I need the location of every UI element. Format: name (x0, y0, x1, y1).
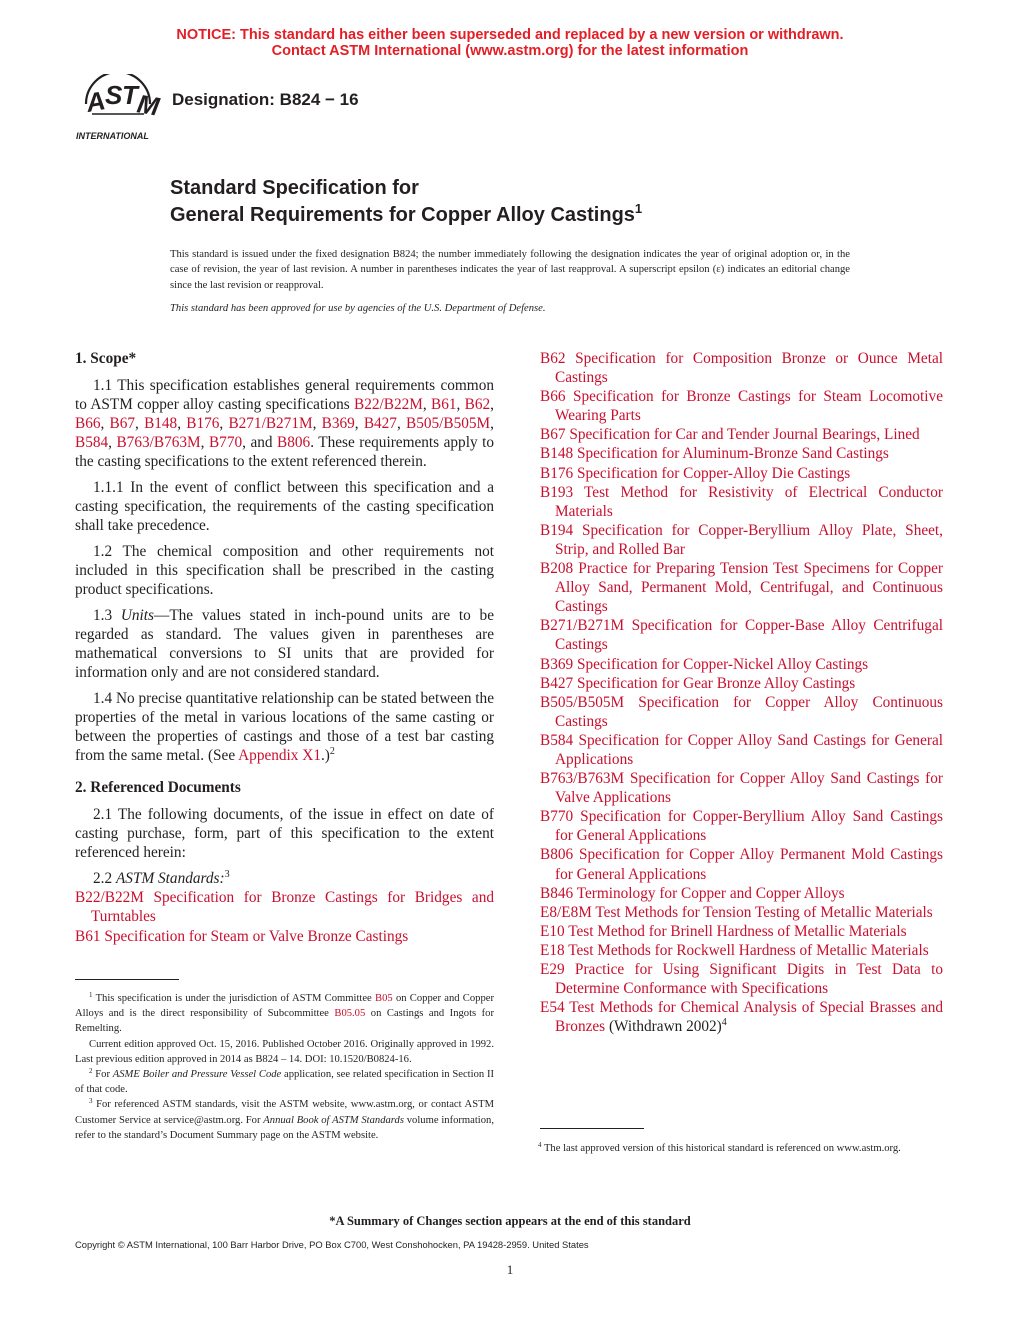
footnote-1-edition: Current edition approved Oct. 15, 2016. Published October 2016. Originally approved in 1992. Last previous edition approved in 2014 as B824 – 14. DOI: 10.1520/B0824-16. (75, 1038, 494, 1065)
reference-code-link[interactable]: B846 (540, 884, 574, 902)
reference-item: B427 Specification for Gear Bronze Alloy Castings (540, 674, 856, 692)
ref-link[interactable]: B806 (277, 434, 311, 452)
reference-code-link[interactable]: B61 (75, 927, 101, 945)
ref-link[interactable]: B427 (363, 415, 397, 433)
reference-item: B66 Specification for Bronze Castings for Steam Locomotive Wearing Parts (540, 388, 943, 425)
svg-text:A: A (83, 85, 108, 118)
reference-item: B806 Specification for Copper Alloy Permanent Mold Castings for General Applications (540, 846, 943, 883)
reference-code-link[interactable]: B770 (540, 808, 574, 826)
para-1-2: 1.2 The chemical composition and other requirements not included in this specification shall be prescribed in the casting product specifications. (75, 542, 494, 599)
ref-link[interactable]: B22/B22M (354, 396, 423, 414)
svg-text:M: M (134, 88, 162, 122)
footnote-rule-left (75, 979, 179, 980)
reference-item: B770 Specification for Copper-Beryllium Alloy Sand Castings for General Applications (540, 808, 943, 845)
notice-line-1: NOTICE: This standard has either been superseded and replaced by a new version or withdrawn. (176, 27, 844, 43)
reference-item: E10 Test Method for Brinell Hardness of Metallic Materials (540, 922, 907, 940)
svg-text:S: S (105, 80, 123, 110)
reference-item: B148 Specification for Aluminum-Bronze Sand Castings (540, 445, 889, 463)
para-1-4: 1.4 No precise quantitative relationship can be stated between the properties of the metal in various locations of the same casting or between the properties of castings and those of a test bar casting from the same metal. (See Appendix X1.)$^2$ (75, 689, 494, 764)
reference-code-link[interactable]: B806 (540, 846, 574, 864)
appendix-link[interactable]: Appendix X1 (238, 746, 321, 764)
footnote-2: $^2$ For ASME Boiler and Pressure Vessel Code application, see related specification in Section II of that code. (75, 1067, 494, 1096)
reference-code-link[interactable]: B193 (540, 483, 574, 501)
reference-item: B846 Terminology for Copper and Copper Alloys (540, 884, 845, 902)
reference-code-link[interactable]: E10 (540, 922, 565, 940)
title-line-2: General Requirements for Copper Alloy Castings$^1$ (170, 201, 643, 226)
document-title (170, 175, 642, 229)
reference-item: B271/B271M Specification for Copper-Base Alloy Centrifugal Castings (540, 617, 943, 654)
para-1-3: 1.3 Units—The values stated in inch-pound units are to be regarded as standard. The values given in parentheses are mathematical conversions to SI units that are provided for information only and are not considered standard. (75, 606, 494, 681)
reference-code-link[interactable]: B66 (540, 388, 566, 406)
reference-code-link[interactable]: E54 (540, 999, 565, 1017)
reference-code-link[interactable]: B427 (540, 674, 574, 692)
reference-item: B208 Practice for Preparing Tension Test Specimens for Copper Alloy Sand, Permanent Mold, Centrifugal, and Continuous Castings (540, 560, 943, 616)
ref-link[interactable]: B62 (464, 396, 491, 414)
reference-code-link[interactable]: B763/B763M (540, 770, 625, 788)
reference-item: B62 Specification for Composition Bronze or Ounce Metal Castings (540, 350, 943, 387)
reference-item: E29 Practice for Using Significant Digits in Test Data to Determine Conformance with Specifications (540, 961, 943, 998)
astm-logo (72, 74, 164, 144)
reference-item: B176 Specification for Copper-Alloy Die Castings (540, 464, 851, 482)
ref-link[interactable]: B67 (109, 415, 136, 433)
reference-code-link[interactable]: E18 (540, 941, 565, 959)
footnote-rule-right (540, 1128, 644, 1129)
reference-code-link[interactable]: B194 (540, 521, 574, 539)
para-2-2: 2.2 ASTM Standards:$^3$ (93, 869, 230, 888)
reference-item: B67 Specification for Car and Tender Journal Bearings, Lined (540, 426, 920, 444)
dod-approval-note: This standard has been approved for use by agencies of the U.S. Department of Defense. (170, 303, 546, 314)
reference-code-link[interactable]: B584 (540, 731, 574, 749)
reference-code-link[interactable]: B148 (540, 445, 574, 463)
reference-item: E18 Test Methods for Rockwell Hardness of Metallic Materials (540, 941, 929, 959)
copyright-line: Copyright © ASTM International, 100 Barr Harbor Drive, PO Box C700, West Conshohocken, PA 19428-2959. United States (75, 1239, 589, 1250)
para-1-1: 1.1 This specification establishes general requirements common to ASTM copper alloy casting specifications B22/B22M, B61, B62, B66, B67, B148, B176, B271/B271M, B369, B427, B505/B505M, B584, B763/B763M, B770, and B806. These requirements apply to the casting specifications to the extent referenced therein. (75, 377, 495, 471)
reference-code-link[interactable]: E29 (540, 961, 565, 978)
section-2-heading: 2. Referenced Documents (75, 778, 241, 796)
reference-code-link[interactable]: B369 (540, 655, 574, 673)
reference-code-link[interactable]: B67 (540, 426, 566, 444)
reference-item: B22/B22M Specification for Bronze Castings for Bridges and Turntables (75, 889, 494, 926)
reference-code-link[interactable]: B176 (540, 464, 574, 482)
reference-code-link[interactable]: B22/B22M (75, 889, 144, 907)
ref-link[interactable]: B66 (75, 415, 101, 433)
svg-text:T: T (122, 80, 138, 110)
superseded-notice (0, 27, 1020, 59)
designation: Designation: B824 − 16 (172, 90, 359, 109)
reference-item: B369 Specification for Copper-Nickel Alloy Castings (540, 655, 869, 673)
para-2-1: 2.1 The following documents, of the issue in effect on date of casting purchase, form, part of this specification to the extent referenced herein: (75, 805, 494, 862)
left-column (75, 349, 494, 946)
ref-link[interactable]: B505/B505M (406, 415, 491, 433)
title-footnote-mark: 1 (634, 201, 643, 216)
reference-code-link[interactable]: E8/E8M (540, 903, 592, 921)
ref-link[interactable]: B770 (208, 434, 243, 452)
reference-code-link[interactable]: B505/B505M (540, 693, 625, 711)
reference-item: E8/E8M Test Methods for Tension Testing of Metallic Materials (540, 903, 933, 921)
ref-link[interactable]: B148 (144, 415, 178, 433)
para-1-1-1: 1.1.1 In the event of conflict between this specification and a casting specification, the requirements of the casting specification shall take precedence. (75, 479, 494, 535)
committee-link[interactable]: B05 (375, 993, 393, 1004)
footnote-3: $^3$ For referenced ASTM standards, visit the ASTM website, www.astm.org, or contact ASTM Customer Service at service@astm.org. For Annual Book of ASTM Standards volume information, refer to the standard’s Document Summary page on the ASTM website. (75, 1097, 494, 1141)
page-number: 1 (506, 1262, 514, 1277)
reference-code-link[interactable]: B208 (540, 560, 574, 578)
right-column (540, 349, 943, 1036)
reference-item: B763/B763M Specification for Copper Alloy Sand Castings for Valve Applications (540, 770, 943, 807)
title-line-1: Standard Specification for (170, 177, 419, 199)
notice-line-2: Contact ASTM International (www.astm.org) for the latest information (271, 43, 749, 59)
reference-code-link[interactable]: B271/B271M (540, 617, 625, 635)
reference-item: E54 Test Methods for Chemical Analysis of Special Brasses and Bronzes (Withdrawn 2002)$^4$ (540, 999, 943, 1036)
summary-of-changes-note: *A Summary of Changes section appears at the end of this standard (329, 1214, 691, 1228)
ref-link[interactable]: B61 (431, 396, 457, 414)
reference-code-link[interactable]: B62 (540, 350, 566, 367)
ref-link[interactable]: B763/B763M (116, 434, 201, 452)
reference-item: B505/B505M Specification for Copper Alloy Continuous Castings (540, 693, 943, 730)
reference-item: B61 Specification for Steam or Valve Bronze Castings (75, 927, 409, 945)
ref-link[interactable]: B176 (186, 415, 220, 433)
footnote-1: $^1$ This specification is under the jurisdiction of ASTM Committee B05 on Copper and Copper Alloys and is the direct responsibility of Subcommittee B05.05 on Castings and Ingots for Remelting. (75, 991, 494, 1035)
footnotes-right (524, 1141, 943, 1156)
footnotes-left (75, 991, 494, 1143)
logo-international-text: INTERNATIONAL (76, 131, 149, 141)
ref-link[interactable]: B584 (75, 434, 109, 452)
reference-item: B193 Test Method for Resistivity of Electrical Conductor Materials (540, 483, 943, 520)
ref-link[interactable]: B369 (321, 415, 355, 433)
footnote-4: $^4$ The last approved version of this historical standard is referenced on www.astm.org. (538, 1141, 901, 1154)
issue-note: This standard is issued under the fixed designation B824; the number immediately following the designation indicates the year of original adoption or, in the case of revision, the year of last revision. A number in parentheses indicates the year of last reapproval. A superscript epsilon (ε) indicates an editorial change since the last revision or reapproval. (170, 249, 850, 291)
subcommittee-link[interactable]: B05.05 (334, 1008, 366, 1020)
reference-item: B194 Specification for Copper-Beryllium Alloy Plate, Sheet, Strip, and Rolled Bar (540, 521, 943, 558)
section-1-heading: 1. Scope* (75, 350, 137, 367)
reference-item: B584 Specification for Copper Alloy Sand Castings for General Applications (540, 731, 943, 768)
ref-link[interactable]: B271/B271M (228, 415, 313, 433)
